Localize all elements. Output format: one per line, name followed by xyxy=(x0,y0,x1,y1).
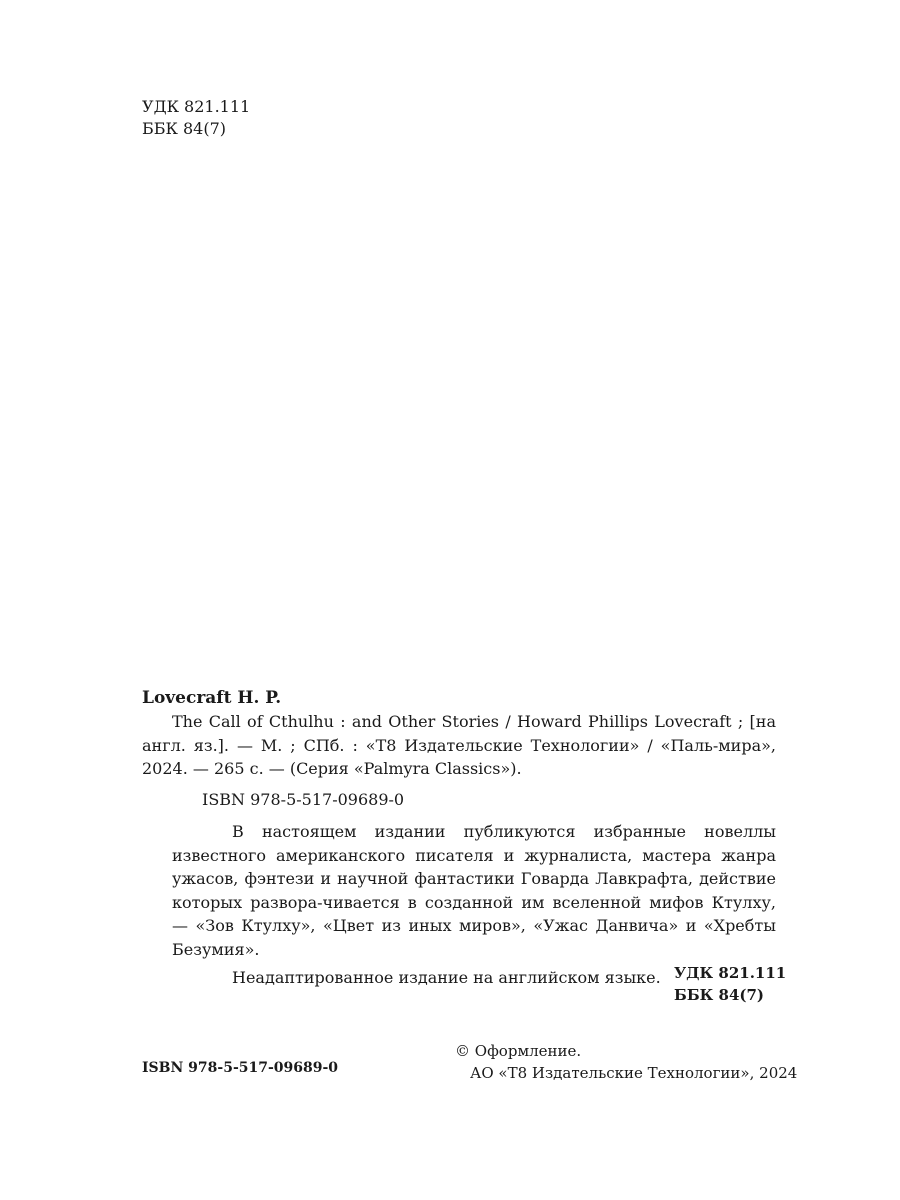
copyright-notice xyxy=(455,1040,797,1084)
bbk-code: ББК 84(7) xyxy=(142,119,227,138)
author-heading: Lovecraft H. P. xyxy=(142,688,282,708)
copyright-line-1: © Оформление. xyxy=(455,1042,582,1060)
footer-isbn: ISBN 978-5-517-09689-0 xyxy=(142,1060,339,1076)
bbk-code-bottom: ББК 84(7) xyxy=(674,986,765,1004)
bibliographic-description: The Call of Cthulhu : and Other Stories / Howard Phillips Lovecraft ; [на англ. яз.]. — М. ; СПб. : «Т8 Издательские Технологии» / «Паль-мира», 2024. — 265 с. — (Серия «Palmyra Classics»). xyxy=(142,712,776,778)
copyright-line-2: АО «Т8 Издательские Технологии», 2024 xyxy=(470,1064,798,1082)
annotation-text: В настоящем издании публикуются избранные новеллы известного американского писателя и журналиста, мастера жанра ужасов, фэнтези и научной фантастики Говарда Лавкрафта, действие которых развора-чивается в созданной им вселенной мифов Ктулху, — «Зов Ктулху», «Цвет из иных миров», «Ужас Данвича» и «Хребты Безумия». xyxy=(172,822,776,959)
udk-code: УДК 821.111 xyxy=(142,97,251,116)
record-isbn: ISBN 978-5-517-09689-0 xyxy=(202,789,405,809)
edition-note: Неадаптированное издание на английском языке. xyxy=(232,968,661,987)
classification-codes-top xyxy=(142,96,250,140)
udk-code-bottom: УДК 821.111 xyxy=(674,964,787,982)
classification-codes-bottom xyxy=(674,962,786,1006)
bibliographic-record xyxy=(142,686,776,990)
